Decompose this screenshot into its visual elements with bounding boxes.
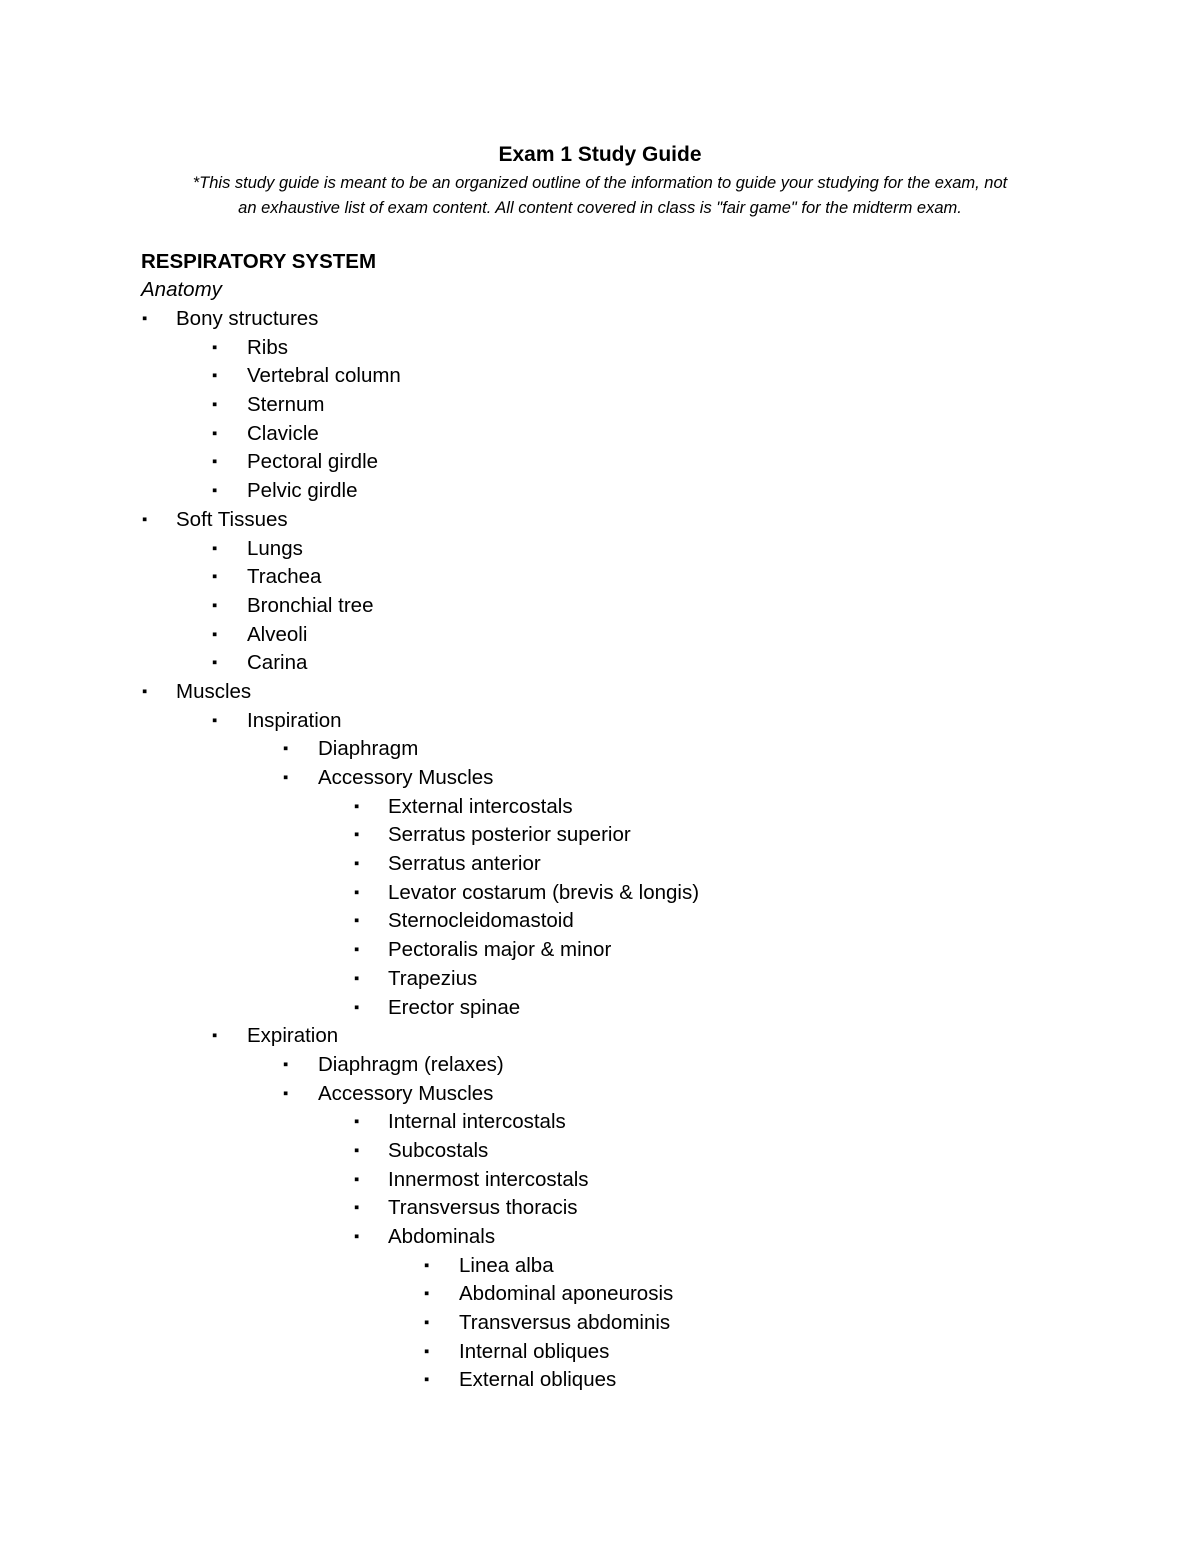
square-bullet-icon: ▪ — [354, 1199, 360, 1217]
outline-item — [0, 1338, 1200, 1367]
square-bullet-icon: ▪ — [212, 482, 218, 500]
outline-item — [0, 1137, 1200, 1166]
outline-item — [0, 1252, 1200, 1281]
outline-item — [0, 506, 1200, 535]
square-bullet-icon: ▪ — [142, 510, 148, 528]
square-bullet-icon: ▪ — [354, 1228, 360, 1245]
outline-item — [0, 362, 1200, 391]
outline-item — [0, 994, 1200, 1023]
outline-item — [0, 649, 1200, 678]
outline-item — [0, 305, 1200, 334]
outline-item-text: Lungs — [247, 536, 303, 560]
disclaimer-note — [140, 171, 1060, 220]
square-bullet-icon: ▪ — [354, 826, 360, 844]
square-bullet-icon: ▪ — [354, 883, 360, 901]
outline-item-text: Levator costarum (brevis & longis) — [388, 880, 700, 904]
outline-item-text: Expiration — [247, 1024, 339, 1048]
outline-item-text: Subcostals — [388, 1138, 489, 1162]
outline-item — [0, 1108, 1200, 1137]
square-bullet-icon: ▪ — [142, 310, 148, 327]
outline-item — [0, 621, 1200, 650]
section-heading: RESPIRATORY SYSTEM — [141, 250, 377, 273]
outline-item-text: Serratus anterior — [388, 852, 541, 876]
outline-item — [0, 707, 1200, 736]
outline-item-text: Diaphragm (relaxes) — [318, 1052, 504, 1076]
square-bullet-icon: ▪ — [212, 711, 218, 729]
outline-item — [0, 334, 1200, 363]
outline-item — [0, 735, 1200, 764]
square-bullet-icon: ▪ — [212, 539, 218, 557]
square-bullet-icon: ▪ — [283, 740, 289, 758]
outline-item — [0, 965, 1200, 994]
outline-item — [0, 879, 1200, 908]
square-bullet-icon: ▪ — [212, 424, 218, 442]
disclaimer-line-1: *This study guide is meant to be an organized outline of the information to guide your studying for the exam, not — [192, 174, 1008, 192]
square-bullet-icon: ▪ — [354, 855, 360, 873]
outline-item — [0, 764, 1200, 793]
outline-item-text: Bony structures — [176, 307, 319, 330]
outline-item-text: Transversus thoracis — [388, 1196, 578, 1220]
outline-item — [0, 477, 1200, 506]
square-bullet-icon: ▪ — [212, 338, 218, 356]
square-bullet-icon: ▪ — [212, 453, 218, 471]
outline-item — [0, 678, 1200, 707]
outline-item — [0, 821, 1200, 850]
disclaimer-line-2: an exhaustive list of exam content. All content covered in class is "fair game" for the midterm exam. — [238, 198, 962, 217]
outline-item-text: Muscles — [176, 679, 252, 703]
outline-item-text: Alveoli — [247, 622, 308, 646]
outline-item-text: External obliques — [459, 1368, 617, 1392]
square-bullet-icon: ▪ — [212, 596, 218, 614]
square-bullet-icon: ▪ — [354, 1141, 360, 1159]
outline-item-text: Accessory Muscles — [318, 1081, 494, 1105]
outline-item — [0, 1366, 1200, 1395]
square-bullet-icon: ▪ — [354, 912, 360, 930]
square-bullet-icon: ▪ — [354, 969, 360, 987]
outline-item-text: Sternocleidomastoid — [388, 909, 574, 933]
square-bullet-icon: ▪ — [212, 625, 218, 643]
outline-item-text: Clavicle — [247, 421, 319, 445]
outline-item — [0, 1194, 1200, 1223]
outline-item-text: Internal intercostals — [388, 1110, 566, 1134]
outline-item-text: Innermost intercostals — [388, 1167, 589, 1191]
outline-item — [0, 592, 1200, 621]
outline-item-text: Diaphragm — [318, 737, 419, 761]
subsection-heading: Anatomy — [141, 278, 222, 301]
outline-item-text: Internal obliques — [459, 1339, 610, 1363]
outline-item — [0, 448, 1200, 477]
square-bullet-icon: ▪ — [424, 1342, 430, 1360]
square-bullet-icon: ▪ — [212, 396, 218, 414]
outline-item-text: Abdominal aponeurosis — [459, 1282, 674, 1306]
outline-item-text: Pectoralis major & minor — [388, 938, 612, 962]
outline-item-text: Trachea — [247, 565, 322, 589]
outline-item-text: Bronchial tree — [247, 593, 374, 617]
outline-item-text: Erector spinae — [388, 995, 521, 1019]
square-bullet-icon: ▪ — [424, 1285, 430, 1303]
outline-item — [0, 1309, 1200, 1338]
square-bullet-icon: ▪ — [212, 654, 218, 672]
outline-list — [0, 305, 1200, 1395]
square-bullet-icon: ▪ — [354, 1113, 360, 1131]
square-bullet-icon: ▪ — [142, 682, 148, 700]
outline-item — [0, 391, 1200, 420]
outline-item-text: Transversus abdominis — [459, 1311, 671, 1335]
outline-item-text: Pectoral girdle — [247, 450, 379, 474]
square-bullet-icon: ▪ — [212, 367, 218, 385]
outline-item — [0, 1051, 1200, 1080]
square-bullet-icon: ▪ — [354, 797, 360, 815]
square-bullet-icon: ▪ — [212, 568, 218, 586]
square-bullet-icon: ▪ — [283, 769, 289, 786]
outline-item — [0, 793, 1200, 822]
outline-item-text: Sternum — [247, 393, 325, 417]
outline-item — [0, 907, 1200, 936]
outline-item-text: Serratus posterior superior — [388, 823, 631, 847]
outline-item-text: Inspiration — [247, 708, 342, 732]
outline-item-text: Soft Tissues — [176, 507, 288, 531]
square-bullet-icon: ▪ — [424, 1371, 430, 1389]
square-bullet-icon: ▪ — [283, 1084, 289, 1102]
outline-item-text: Linea alba — [459, 1253, 554, 1277]
outline-item-text: Vertebral column — [247, 364, 401, 388]
outline-item-text: Carina — [247, 651, 308, 675]
square-bullet-icon: ▪ — [354, 998, 360, 1016]
outline-item — [0, 936, 1200, 965]
outline-item — [0, 1080, 1200, 1109]
outline-item — [0, 563, 1200, 592]
square-bullet-icon: ▪ — [354, 941, 360, 959]
square-bullet-icon: ▪ — [424, 1314, 430, 1332]
outline-item-text: Abdominals — [388, 1225, 496, 1248]
outline-item — [0, 1223, 1200, 1252]
outline-item-text: Pelvic girdle — [247, 479, 358, 503]
outline-item — [0, 420, 1200, 449]
outline-item — [0, 535, 1200, 564]
square-bullet-icon: ▪ — [283, 1055, 289, 1073]
outline-item — [0, 1166, 1200, 1195]
page-title: Exam 1 Study Guide — [498, 143, 702, 166]
outline-item-text: Trapezius — [388, 966, 478, 990]
outline-item-text: Ribs — [247, 335, 289, 359]
square-bullet-icon: ▪ — [424, 1256, 430, 1274]
square-bullet-icon: ▪ — [354, 1170, 360, 1188]
outline-item-text: Accessory Muscles — [318, 766, 494, 789]
outline-item — [0, 850, 1200, 879]
square-bullet-icon: ▪ — [212, 1027, 218, 1045]
outline-item — [0, 1022, 1200, 1051]
outline-item — [0, 1280, 1200, 1309]
outline-item-text: External intercostals — [388, 794, 573, 818]
